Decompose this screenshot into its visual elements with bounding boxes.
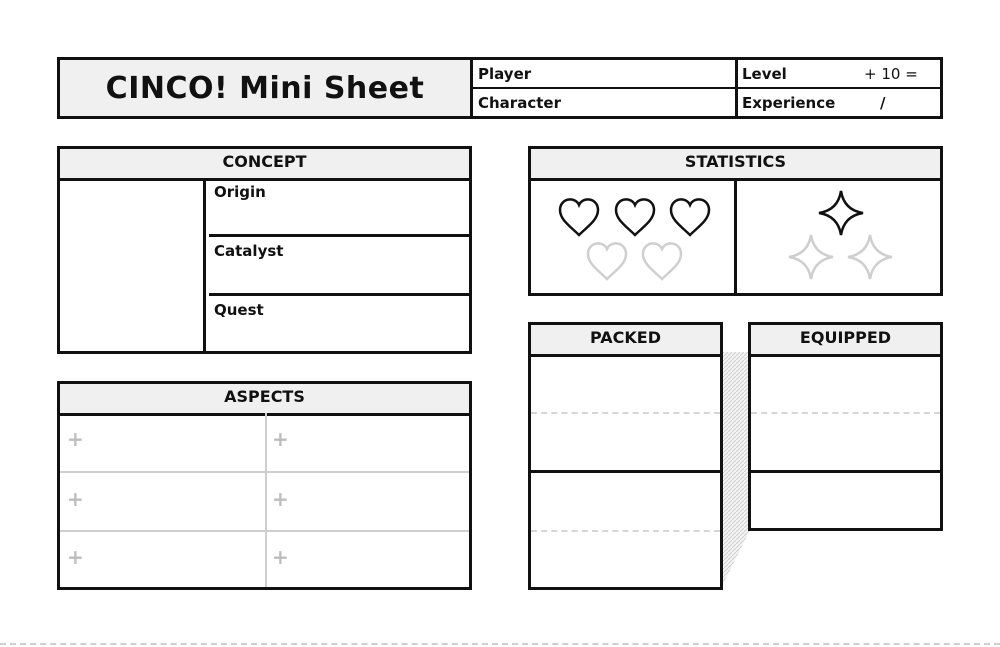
quest-field[interactable]	[209, 296, 469, 351]
level-formula: + 10 =	[864, 65, 918, 83]
experience-separator: /	[880, 94, 886, 112]
level-label: Level	[742, 65, 787, 83]
plus-icon: +	[272, 487, 289, 511]
star-icon-faded[interactable]	[848, 235, 892, 279]
aspects-header: ASPECTS	[60, 384, 469, 416]
aspect-slot-2[interactable]	[267, 413, 469, 471]
sheet-header	[57, 57, 943, 119]
plus-icon: +	[272, 427, 289, 451]
equipped-header: EQUIPPED	[751, 325, 940, 357]
heart-icon[interactable]	[616, 199, 654, 235]
stars-graphic	[740, 178, 940, 293]
quest-label: Quest	[214, 301, 264, 319]
concept-panel	[57, 146, 472, 354]
packed-slot-2[interactable]	[531, 414, 720, 470]
packed-slot-3[interactable]	[531, 473, 720, 530]
level-field[interactable]	[738, 60, 940, 89]
hearts-graphic	[531, 178, 737, 293]
plus-icon: +	[67, 427, 84, 451]
equipped-slot-1[interactable]	[751, 354, 940, 412]
aspect-slot-4[interactable]	[267, 473, 469, 530]
heart-icon-faded[interactable]	[643, 243, 681, 279]
character-label: Character	[478, 94, 561, 112]
aspect-slot-5[interactable]	[60, 532, 265, 587]
stars-area[interactable]	[740, 178, 940, 293]
catalyst-label: Catalyst	[214, 242, 284, 260]
plus-icon: +	[67, 487, 84, 511]
player-label: Player	[478, 65, 532, 83]
star-icon[interactable]	[819, 191, 863, 235]
catalyst-field[interactable]	[209, 237, 469, 296]
concept-portrait-area[interactable]	[60, 178, 206, 351]
heart-icon-faded[interactable]	[588, 243, 626, 279]
star-icon-faded[interactable]	[789, 235, 833, 279]
equipped-panel	[748, 322, 943, 531]
packed-panel	[528, 322, 723, 590]
statistics-panel	[528, 146, 943, 296]
heart-icon[interactable]	[560, 199, 598, 235]
packed-slot-4[interactable]	[531, 532, 720, 587]
origin-field[interactable]	[209, 178, 469, 237]
concept-header: CONCEPT	[60, 149, 469, 181]
packed-slot-1[interactable]	[531, 354, 720, 412]
hearts-area[interactable]	[531, 178, 737, 293]
character-field[interactable]	[473, 89, 738, 116]
aspect-slot-6[interactable]	[267, 532, 469, 587]
plus-icon: +	[67, 545, 84, 569]
title-cell	[60, 60, 473, 116]
plus-icon: +	[272, 545, 289, 569]
heart-icon[interactable]	[671, 199, 709, 235]
sheet-title: CINCO! Mini Sheet	[105, 70, 425, 106]
equipped-slot-2[interactable]	[751, 414, 940, 470]
origin-label: Origin	[214, 183, 266, 201]
cut-line	[0, 643, 1000, 645]
statistics-header: STATISTICS	[531, 149, 940, 181]
aspects-panel	[57, 381, 472, 590]
aspect-slot-3[interactable]	[60, 473, 265, 530]
equipped-slot-3[interactable]	[751, 473, 940, 528]
experience-label: Experience	[742, 94, 836, 112]
packed-header: PACKED	[531, 325, 720, 357]
experience-field[interactable]	[738, 89, 940, 116]
player-field[interactable]	[473, 60, 738, 89]
aspect-slot-1[interactable]	[60, 413, 265, 471]
